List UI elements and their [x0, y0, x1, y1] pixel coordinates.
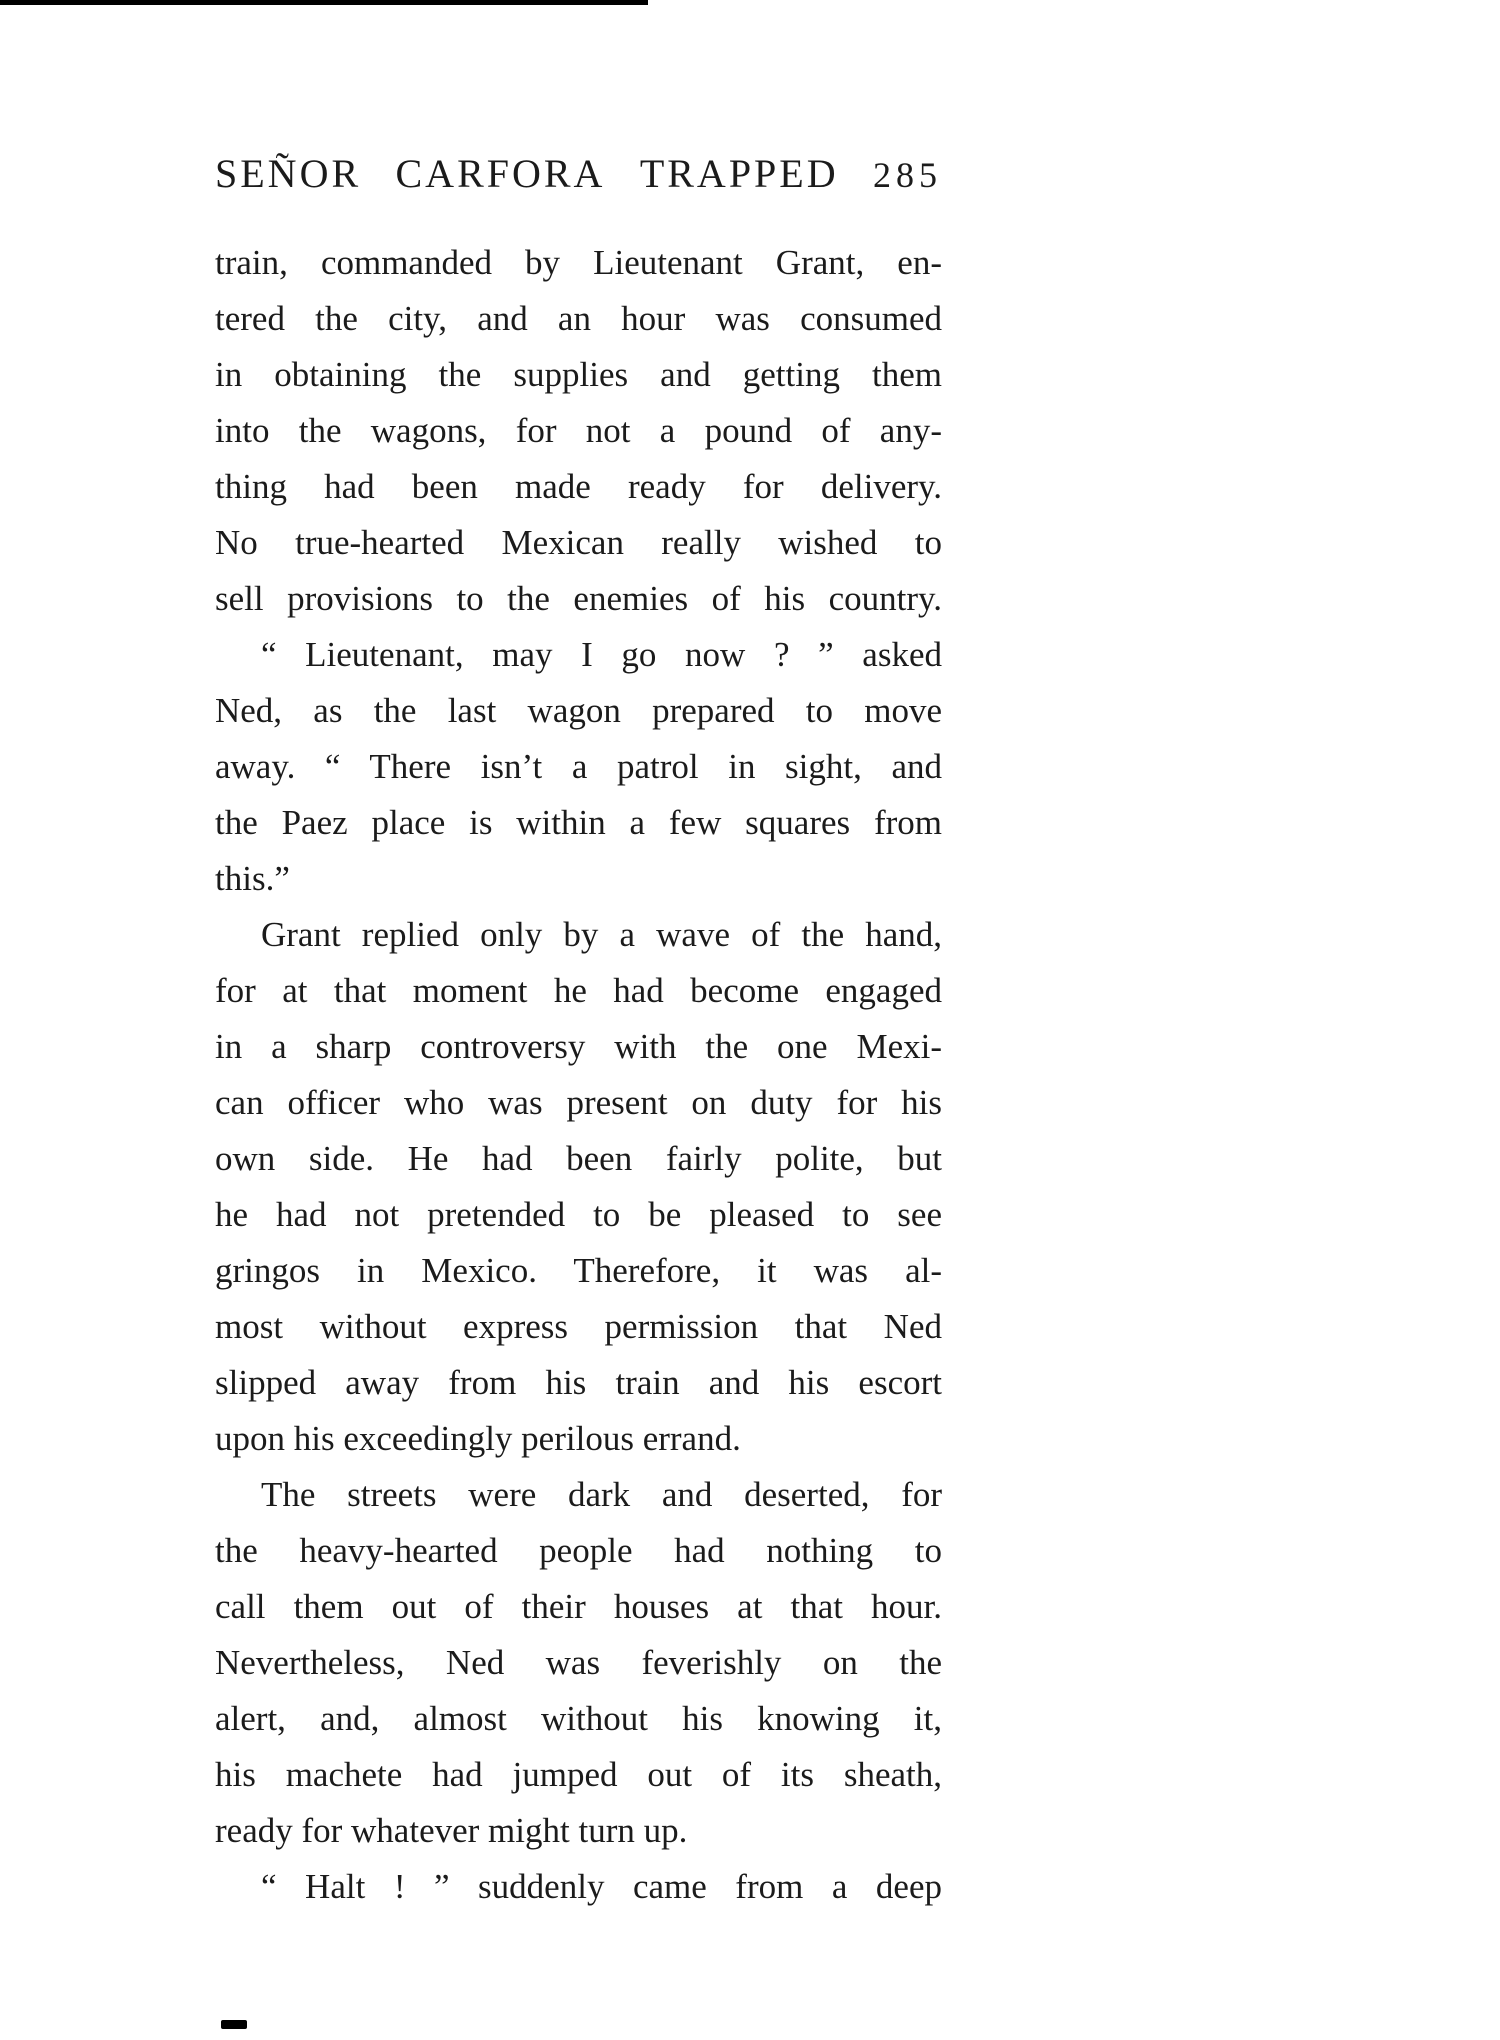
- text-line: his machete had jumped out of its sheath,: [215, 1755, 942, 1794]
- text-line: alert, and, almost without his knowing it,: [215, 1699, 942, 1738]
- text-line: into the wagons, for not a pound of any-: [215, 411, 942, 450]
- text-line: gringos in Mexico. Therefore, it was al-: [215, 1251, 942, 1290]
- text-line: most without express permission that Ned: [215, 1307, 942, 1346]
- text-line: for at that moment he had become engaged: [215, 971, 942, 1010]
- text-line: the heavy-hearted people had nothing to: [215, 1531, 942, 1570]
- text-line: train, commanded by Lieutenant Grant, en-: [215, 243, 942, 282]
- text-line: Ned, as the last wagon prepared to move: [215, 691, 942, 730]
- text-line: he had not pretended to be pleased to see: [215, 1195, 942, 1234]
- header-word: TRAPPED: [639, 151, 839, 196]
- text-line: can officer who was present on duty for his: [215, 1083, 942, 1122]
- text-line: Nevertheless, Ned was feverishly on the: [215, 1643, 942, 1682]
- text-line: “ Lieutenant, may I go now ? ” asked: [261, 635, 942, 674]
- text-line: “ Halt ! ” suddenly came from a deep: [261, 1867, 942, 1906]
- scan-artifact-top-edge: [0, 0, 648, 5]
- text-line: No true-hearted Mexican really wished to: [215, 523, 942, 562]
- text-line: away. “ There isn’t a patrol in sight, and: [215, 747, 942, 786]
- header-word: SEÑOR: [215, 151, 362, 196]
- body-text: [215, 235, 942, 1915]
- text-line: tered the city, and an hour was consumed: [215, 299, 942, 338]
- text-line: Grant replied only by a wave of the hand,: [261, 915, 942, 954]
- header-word: CARFORA: [395, 151, 606, 196]
- page-header: [215, 150, 942, 197]
- text-line: The streets were dark and deserted, for: [261, 1475, 942, 1514]
- text-line: sell provisions to the enemies of his country.: [215, 579, 942, 618]
- text-line: upon his exceedingly perilous errand.: [215, 1419, 741, 1458]
- scan-artifact-bottom-mark: [221, 2020, 247, 2029]
- text-block: [215, 150, 942, 1915]
- text-line: ready for whatever might turn up.: [215, 1811, 688, 1850]
- text-line: in a sharp controversy with the one Mexi-: [215, 1027, 942, 1066]
- text-line: own side. He had been fairly polite, but: [215, 1139, 942, 1178]
- text-line: slipped away from his train and his escort: [215, 1363, 942, 1402]
- text-line: call them out of their houses at that hour.: [215, 1587, 942, 1626]
- text-line: this.”: [215, 859, 290, 898]
- page-number: 285: [872, 155, 942, 195]
- text-line: in obtaining the supplies and getting them: [215, 355, 942, 394]
- text-line: thing had been made ready for delivery.: [215, 467, 942, 506]
- text-line: the Paez place is within a few squares from: [215, 803, 942, 842]
